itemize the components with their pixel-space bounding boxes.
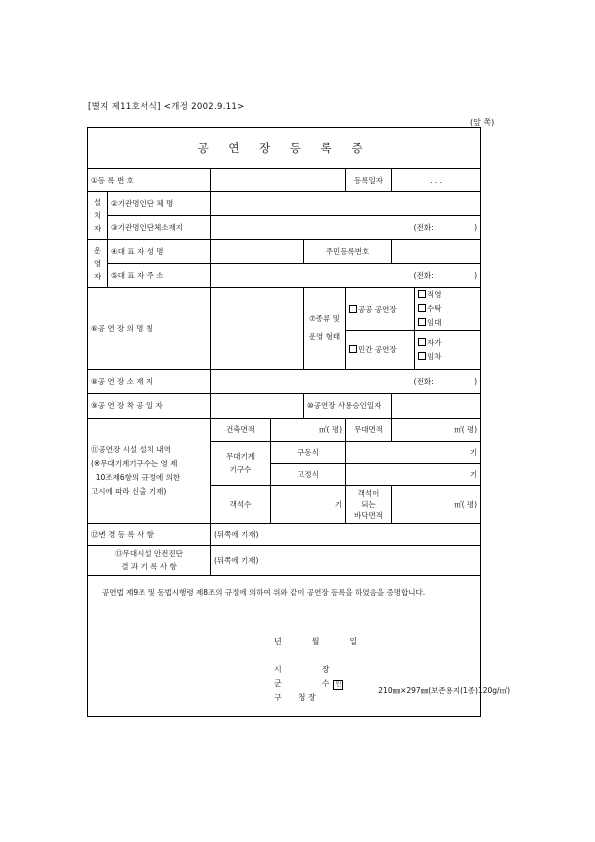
issue-date: 년 월 일 bbox=[274, 636, 358, 646]
reg-date-label: 등록일자 bbox=[346, 169, 392, 192]
public-venue-option[interactable]: 공공 공연장 bbox=[346, 288, 415, 331]
fixed-type-label: 고정식 bbox=[271, 463, 346, 485]
venue-name-field[interactable] bbox=[211, 288, 304, 370]
reg-number-field[interactable] bbox=[211, 169, 346, 192]
venue-name-label: ⑥공 연 장 의 명 칭 bbox=[88, 288, 211, 370]
stage-mech-label: 무대기계 기구수 bbox=[211, 441, 271, 485]
checkbox-icon[interactable] bbox=[418, 304, 426, 312]
rrn-label: 주민등록번호 bbox=[304, 240, 392, 264]
checkbox-icon[interactable] bbox=[418, 318, 426, 326]
form-title: 공 연 장 등 록 증 bbox=[88, 128, 481, 169]
installer-address-label: ③기관명인단체소재지 bbox=[108, 216, 211, 240]
seat-count-field[interactable]: 기 bbox=[271, 485, 346, 523]
certification-text: 공연법 제9조 및 동법시행령 제8조의 규정에 의하여 위와 같이 공연장 등록을 하였음을 증명합니다. bbox=[102, 587, 426, 597]
installer-name-label: ②기관명인단 체 명 bbox=[108, 192, 211, 216]
seat-floor-area-field[interactable]: ㎡( 평) bbox=[392, 485, 481, 523]
checkbox-icon[interactable] bbox=[418, 352, 426, 360]
construction-start-field[interactable] bbox=[211, 393, 304, 418]
rep-name-field[interactable] bbox=[211, 240, 304, 264]
checkbox-icon[interactable] bbox=[418, 290, 426, 298]
private-venue-option[interactable]: 민간 공연장 bbox=[346, 331, 415, 369]
safety-field[interactable]: (뒤쪽에 기재) bbox=[211, 545, 481, 575]
use-approval-field[interactable] bbox=[392, 393, 481, 418]
rrn-field[interactable] bbox=[392, 240, 481, 264]
checkbox-icon[interactable] bbox=[418, 338, 426, 346]
rep-name-label: ④대 표 자 성 명 bbox=[108, 240, 211, 264]
seat-floor-area-label: 객석이 되는 바닥면적 bbox=[346, 485, 392, 523]
building-area-field[interactable]: ㎡( 평) bbox=[271, 418, 346, 441]
seal-icon: 인 bbox=[333, 680, 343, 690]
facility-label: ⑪공연장 시설 설치 내역 (※무대기계기구수는 영 제 10조제6항의 규정에 의한 고시에 따라 신출 기재) bbox=[88, 418, 211, 523]
public-suboptions: 직영 수탁 임대 bbox=[415, 288, 481, 331]
reg-number-label: ①등 록 번 호 bbox=[88, 169, 211, 192]
venue-location-label: ⑧공 연 장 소 재 지 bbox=[88, 369, 211, 393]
checkbox-icon[interactable] bbox=[349, 305, 357, 313]
drive-type-label: 구동식 bbox=[271, 441, 346, 463]
use-approval-label: ⑩공연장 사용승인일자 bbox=[304, 393, 392, 418]
changes-label: ⑫변 경 등 록 사 항 bbox=[88, 523, 211, 545]
registration-form bbox=[87, 127, 481, 717]
installer-address-field[interactable]: (전화: ) bbox=[211, 216, 481, 240]
construction-start-label: ⑨공 연 장 착 공 일 자 bbox=[88, 393, 211, 418]
installer-group-label: 설 치 자 bbox=[88, 192, 108, 240]
checkbox-icon[interactable] bbox=[349, 345, 357, 353]
seat-count-label: 객석수 bbox=[211, 485, 271, 523]
installer-name-field[interactable] bbox=[211, 192, 481, 216]
operator-group-label: 운 영 자 bbox=[88, 240, 108, 288]
rep-address-label: ⑤대 표 자 주 소 bbox=[108, 264, 211, 288]
type-label: ⑦종류 및 운영 형태 bbox=[304, 288, 346, 370]
safety-label: ⑬무대시설 안전진단 결 과 기 록 사 항 bbox=[88, 545, 211, 575]
private-suboptions: 자가 임차 bbox=[415, 331, 481, 369]
building-area-label: 건축면적 bbox=[211, 418, 271, 441]
changes-field[interactable]: (뒤쪽에 기재) bbox=[211, 523, 481, 545]
fixed-type-field[interactable]: 기 bbox=[346, 463, 481, 485]
official-district: 구 청 장 bbox=[274, 692, 316, 702]
drive-type-field[interactable]: 기 bbox=[346, 441, 481, 463]
stage-area-field[interactable]: ㎡( 평) bbox=[392, 418, 481, 441]
reg-date-field[interactable]: . . . bbox=[392, 169, 481, 192]
venue-location-field[interactable]: (전화: ) bbox=[211, 369, 481, 393]
form-header: [별지 제11호서식] <개정 2002.9.11> bbox=[88, 102, 245, 112]
rep-address-field[interactable]: (전화: ) bbox=[211, 264, 481, 288]
page-side-label: (앞 쪽) bbox=[470, 118, 495, 127]
official-mayor: 시 장 bbox=[274, 664, 330, 674]
stage-area-label: 무대면적 bbox=[346, 418, 392, 441]
type-options bbox=[346, 288, 480, 369]
paper-spec: 210㎜×297㎜(보존용지(1종)120g/㎡) bbox=[378, 686, 510, 695]
official-county: 군 수 인 bbox=[274, 678, 343, 690]
